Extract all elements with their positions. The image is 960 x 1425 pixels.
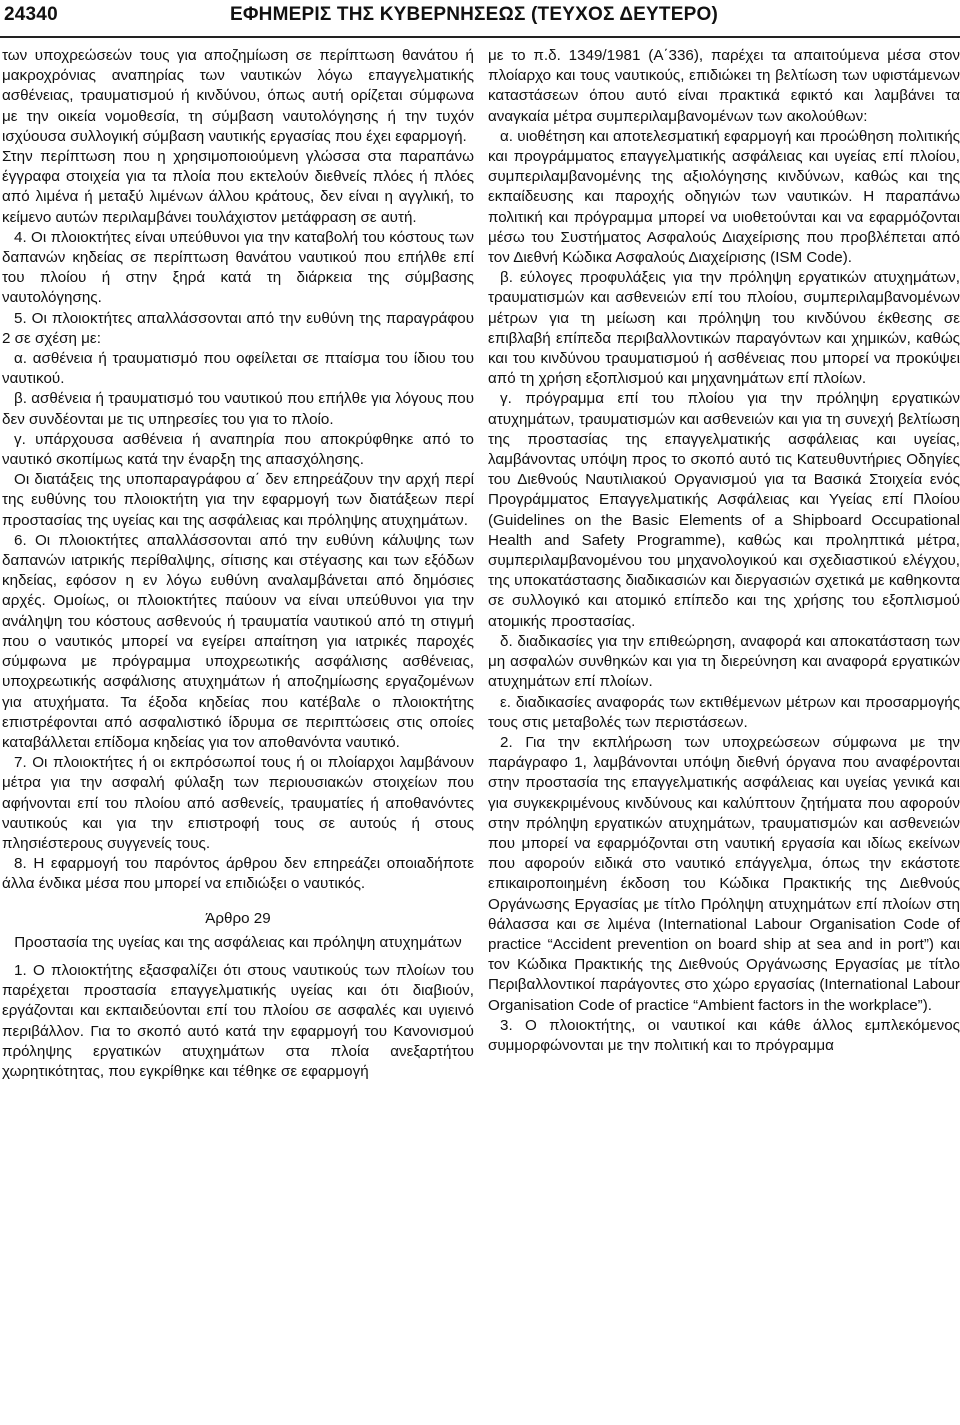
- article-header: [2, 909, 474, 953]
- paragraph: β. εύλογες προφυλάξεις για την πρόληψη εργατικών ατυχημάτων, τραυματισμών και ασθενειών επί του πλοίου, συμπεριλαμβανομένων μέτρων για τη μείωση και πρόληψη του κινδύνου έκθεσης σε επιβλαβή επίπεδα περιβαλλοντικών παραγόντων και χημικών, καθώς και του κινδύνου τραυματισμού ή ασθένειας που μπορεί να προκύψει από τη χρήση εξοπλισμού και μηχανημάτων επί πλοίων.: [488, 269, 960, 388]
- article-title: Προστασία της υγείας και της ασφάλειας και πρόληψη ατυχημάτων: [14, 933, 462, 951]
- gazette-title: ΕΦΗΜΕΡΙΣ ΤΗΣ ΚΥΒΕΡΝΗΣΕΩΣ (ΤΕΥΧΟΣ ΔΕΥΤΕΡΟ): [230, 4, 718, 25]
- paragraph: 6. Οι πλοιοκτήτες απαλλάσσονται από την ευθύνη κάλυψης των δαπανών ιατρικής περίθαλψης, σίτισης και στέγασης και των εξόδων κηδείας, εφόσον η εν λόγω ευθύνη αναλαμβάνεται από δημόσιες αρχές. Ομοίως, οι πλοιοκτήτες παύουν να είναι υπεύθυνοι για την ανάληψη του κόστους ασθενούς ή τραυματία ναυτικού από τη στιγμή που ο ναυτικός μπορεί να εγείρει απαίτηση για ιατρικές παροχές σύμφωνα με πρόγραμμα υποχρεωτικής ασφάλισης ασθένειας, υποχρεωτικής ασφάλισης ατυχημάτων ή αποζημίωσης εργαζομένων για ατυχήματα. Τα έξοδα κηδείας που κατέβαλε ο πλοιοκτήτης επιστρέφονται από ασφαλιστικό ίδρυμα σε περιπτώσεις στις οποίες καταβάλλεται επίδομα κηδείας για τον αποθανόντα ναυτικό.: [2, 531, 474, 751]
- header-divider: [0, 36, 960, 38]
- paragraph: με το π.δ. 1349/1981 (Α΄336), παρέχει τα απαιτούμενα μέσα στον πλοίαρχο και τους ναυτικούς, επιδιώκει τη βελτίωση των υφιστάμενων καταστάσεων όπου αυτό είναι πρακτικά εφικτό και λαμβάνει τα αναγκαία μέτρα συμπεριλαμβανομένων των ακολούθων:: [488, 47, 960, 125]
- paragraph: γ. πρόγραμμα επί του πλοίου για την πρόληψη εργατικών ατυχημάτων, τραυματισμών και ασθενειών και για τη συνεχή βελτίωση της προστασίας της επαγγελματικής ασφάλειας και υγείας, λαμβάνοντας υπόψη προς το σκοπό αυτό τις Κατευθυντήριες Οδηγίες του Διεθνούς Ναυτιλιακού Οργανισμού για τα Βασικά Στοιχεία ενός Προγράμματος Επαγγελματικής Ασφάλειας και Υγείας επί Πλοίου (Guidelines on the Basic Elements of a Shipboard Occupational Health and Safety Programme), καθώς και προληπτικά μέτρα, συμπεριλαμβανομένου του μηχανολογικού και σχεδιαστικού ελέγχου, της υποκατάστασης διαδικασιών και διεργασιών σχετικά με καθηκοντα σε συλλογικό και ατομικό επίπεδο και της χρήσης του εξοπλισμού ατομικής προστασίας.: [488, 390, 960, 630]
- paragraph: 4. Οι πλοιοκτήτες είναι υπεύθυνοι για την καταβολή του κόστους των δαπανών κηδείας σε περίπτωση θανάτου ναυτικού που επήλθε επί του πλοίου ή στην ξηρά κατά τη διάρκεια της σύμβασης ναυτολόγησης.: [2, 228, 474, 307]
- paragraph: 8. Η εφαρμογή του παρόντος άρθρου δεν επηρεάζει οποιαδήποτε άλλα ένδικα μέσα που μπορεί να επιδιώξει ο ναυτικός.: [2, 855, 474, 893]
- page-number: 24340: [4, 4, 58, 25]
- paragraph: 1. Ο πλοιοκτήτης εξασφαλίζει ότι στους ναυτικούς των πλοίων του παρέχεται προστασία επαγγελματικής υγείας και ότι διαβιούν, εργάζονται και εκπαιδεύονται επί του πλοίου σε ασφαλές και υγιεινό περιβάλλον. Για το σκοπό αυτό κατά την εφαρμογή του Κανονισμού πρόληψης εργατικών ατυχημάτων στα πλοία ανεξαρτήτου χωρητικότητας, που εγκρίθηκε και τέθηκε σε εφαρμογή: [2, 961, 474, 1080]
- paragraph: 2. Για την εκπλήρωση των υποχρεώσεων σύμφωνα με την παράγραφο 1, λαμβάνονται υπόψη διεθνή όργανα που αναφέρονται στην προστασία της επαγγελματικής ασφάλειας και υγείας γενικά και για συγκεκριμένους κινδύνους και καλύπτουν ζητήματα που αφορούν στην πρόληψη εργατικών ατυχημάτων, τραυματισμών και ασθενειών που μπορεί να εφαρμόζονται στη ναυτική εργασία και ιδίως εκείνων που αφορούν ειδικά στο ναυτικό επάγγελμα, όπως την εκάστοτε επικαιροποιημένη έκδοση του Κώδικα Πρακτικής της Διεθνούς Οργάνωσης Εργασίας με τίτλο Πρόληψη ατυχημάτων επί πλοίων στη θάλασσα και σε λιμένα (International Labour Organisation Code of practice “Accident prevention on board ship at sea and in port”) και τον Κώδικα Πρακτικής της Διεθνούς Οργάνωσης Εργασίας με τίτλο Περιβαλλοντικοί παράγοντες στο χώρο εργασίας (International Labour Organisation Code of practice “Ambient factors in the workplace”).: [488, 733, 960, 1014]
- paragraph: των υποχρεώσεών τους για αποζημίωση σε περίπτωση θανάτου ή μακροχρόνιας αναπηρίας των ναυτικών λόγω επαγγελματικής ασθένειας, τραυματισμού ή κινδύνου, όπως αυτή ορίζεται σύμφωνα με την οικεία νομοθεσία, τη σύμβαση ναυτολόγησης ή την τυχόν ισχύουσα συλλογική σύμβαση ναυτικής εργασίας που έχει εφαρμογή.: [2, 47, 474, 145]
- article-number: Άρθρο 29: [205, 909, 271, 927]
- paragraph: 3. Ο πλοιοκτήτης, οι ναυτικοί και κάθε άλλος εμπλεκόμενος συμμορφώνονται με την πολιτική και το πρόγραμμα: [488, 1016, 960, 1054]
- paragraph: β. ασθένεια ή τραυματισμό του ναυτικού που επήλθε για λόγους που δεν συνδέονται με τις υπηρεσίες του για το πλοίο.: [2, 390, 474, 428]
- paragraph: 7. Οι πλοιοκτήτες ή οι εκπρόσωποί τους ή οι πλοίαρχοι λαμβάνουν μέτρα για την ασφαλή φύλαξη των περιουσιακών στοιχείων που αφήνονται επί του πλοίου από ασθενείς, τραυματίες ή αποθανόντες ναυτικούς και για την επιστροφή τους σε αυτούς ή στους πλησιέστερους συγγενείς τους.: [2, 754, 474, 852]
- left-column: [2, 46, 474, 1421]
- right-column: [488, 46, 960, 1421]
- page-header: [0, 0, 960, 36]
- paragraph: Στην περίπτωση που η χρησιμοποιούμενη γλώσσα στα παραπάνω έγγραφα στοιχεία για τα πλοία που εκτελούν διεθνείς πλόες ή πλόες από λιμένα ή μεταξύ λιμένων άλλου κράτους, δεν είναι η αγγλική, το κείμενο αυτών περιλαμβάνει τουλάχιστον μετάφραση σε αυτή.: [2, 148, 474, 226]
- paragraph: 5. Οι πλοιοκτήτες απαλλάσσονται από την ευθύνη της παραγράφου 2 σε σχέση με:: [2, 309, 474, 347]
- paragraph: γ. υπάρχουσα ασθένεια ή αναπηρία που αποκρύφθηκε από το ναυτικό σκοπίμως κατά την έναρξη της απασχόλησης.: [2, 430, 474, 469]
- paragraph: δ. διαδικασίες για την επιθεώρηση, αναφορά και αποκατάσταση των μη ασφαλών συνθηκών και για τη διερεύνηση και αναφορά εργατικών ατυχημάτων επί πλοίων.: [488, 632, 960, 691]
- paragraph: α. ασθένεια ή τραυματισμό που οφείλεται σε πταίσμα του ίδιου του ναυτικού.: [2, 350, 474, 388]
- paragraph: Οι διατάξεις της υποπαραγράφου α΄ δεν επηρεάζουν την αρχή περί της ευθύνης του πλοιοκτήτη για την εφαρμογή των διατάξεων περί προστασίας της υγείας και της ασφάλειας και πρόληψης ατυχημάτων.: [2, 471, 474, 529]
- paragraph: ε. διαδικασίες αναφοράς των εκτιθέμενων μέτρων και προσαρμογής τους στις μεταβολές των περιστάσεων.: [488, 693, 960, 731]
- paragraph: α. υιοθέτηση και αποτελεσματική εφαρμογή και προώθηση πολιτικής και προγράμματος επαγγελματικής ασφάλειας και υγείας επί πλοίου, συμπεριλαμβανομένης της αξιολόγησης κινδύνων, καθώς και της εκπαίδευσης και παροχής οδηγιών των ναυτικών. Η παραπάνω πολιτική και πρόγραμμα μπορεί να υιοθετούνται και να εφαρμόζονται μέσω του Συστήματος Ασφαλούς Διαχείρισης που προβλέπεται από τον Διεθνή Κώδικα Ασφαλούς Διαχείρισης (ISM Code).: [488, 127, 960, 267]
